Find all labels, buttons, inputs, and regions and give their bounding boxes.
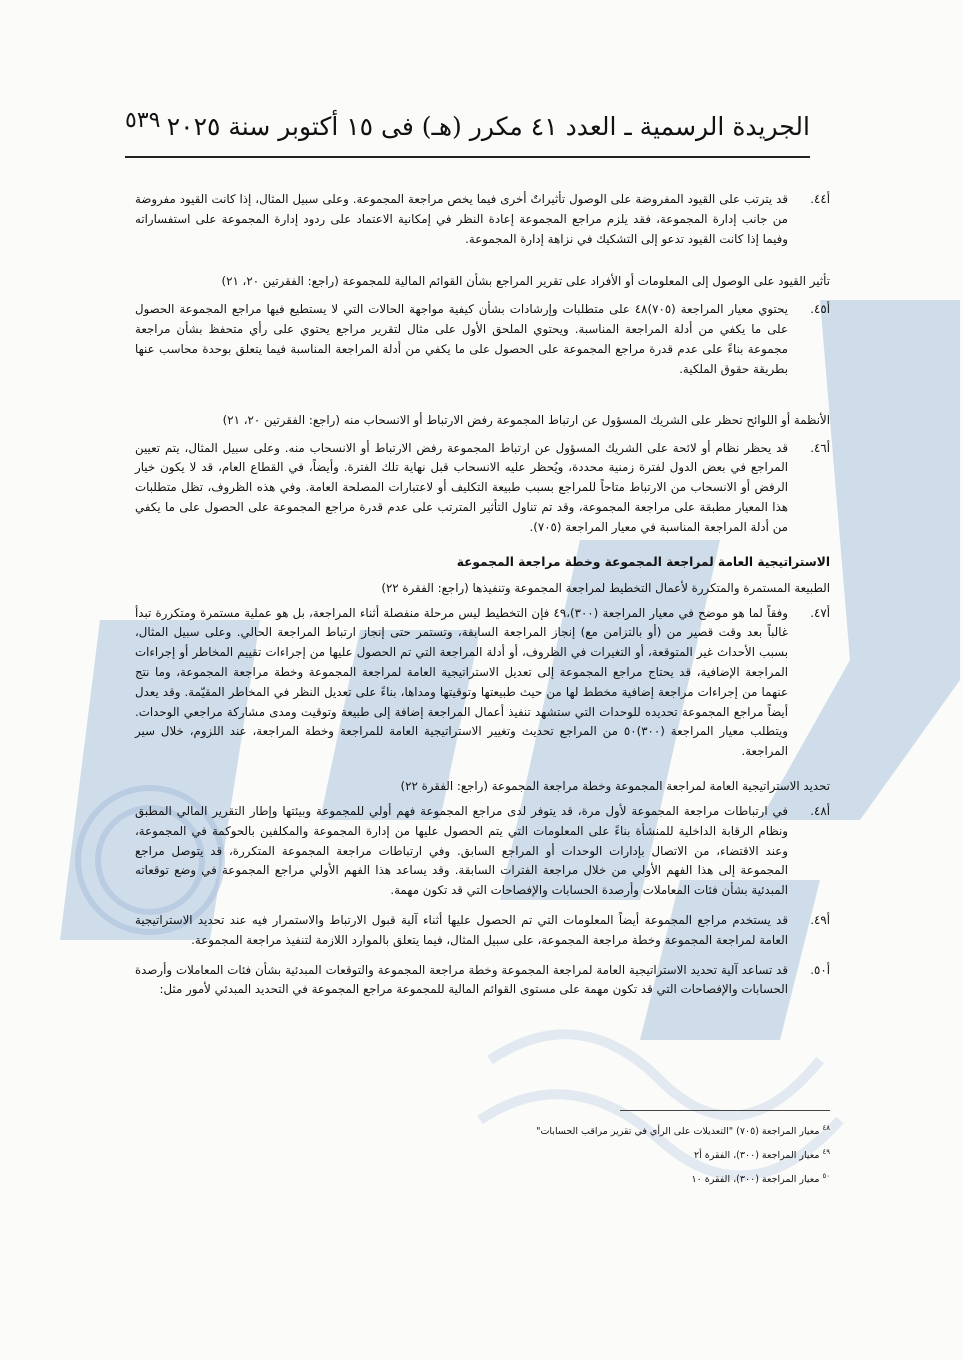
paragraph-text: قد تساعد آلية تحديد الاستراتيجية العامة لمراجعة المجموعة وخطة مراجعة المجموعة والتوقعات المبدئية بشأن فئات المعاملات وأرصدة الحسابات والإفصاحات التي قد تكون مهمة على مستوى القوائم المالية للمجموعة مراجع المجموعة في التحديد المبدئي لأمور مثل: bbox=[135, 962, 788, 997]
header-divider bbox=[125, 156, 810, 158]
paragraph-number: أ٤٨. bbox=[810, 803, 830, 818]
paragraph-text: وفقاً لما هو موضح في معيار المراجعة (٣٠٠)،٤٩ فإن التخطيط ليس مرحلة منفصلة أثناء المراجعة، بل هو عملية مستمرة ومتكررة تبدأ غالباً بعد وقت قصير من (أو بالتزامن مع) إنجاز المراجعة السابقة، وتستمر حتى إنجاز ارتباط المراجعة الحالي. وعلى سبيل المثال، بسبب الأحداث غير المتوقعة، أو التغيرات في الظروف، أو أدلة المراجعة التي تم الحصول عليها من إجراءات تقييم المخاطر أو إجراءات المراجعة الإضافية، قد يحتاج مراجع المجموعة إلى تعديل الاستراتيجية العامة لمراجعة المجموعة وخطة مراجعة المجموعة، وما نتج عنهما من إجراءات مراجعة إضافية مخطط لها من حيث طبيعتها وتوقيتها ومداها، بناءً على تعديل النظر في المخاطر المقيّمة. وقد يعدل أيضاً مراجع المجموعة تحديده للوحدات التي ستشهد تنفيذ أعمال المراجعة إضافة إلى طبيعة وتوقيت ومدى مشاركة مراجعي الوحدات. ويتطلب معيار المراجعة (٣٠٠)٥٠ من المراجع تحديث وتغيير الاستراتيجية العامة للمراجعة وخطة المراجعة، عند اللزوم، خلال سير المراجعة. bbox=[135, 605, 788, 759]
paragraph-number: أ٤٩. bbox=[810, 912, 830, 927]
gazette-title: الجريدة الرسمية ـ العدد ٤١ مكرر (هـ) فى ١٥ أكتوبر سنة ٢٠٢٥ bbox=[166, 112, 810, 141]
subheading: الأنظمة أو اللوائح تحظر على الشريك المسؤول عن ارتباط المجموعة رفض الارتباط أو الانسحاب منه (راجع: الفقرتين ٢٠، ٢١) bbox=[222, 412, 830, 427]
footnote-mark: ٤٨ bbox=[822, 1124, 830, 1132]
paragraph-number: أ٤٤. bbox=[810, 192, 830, 206]
paragraph-a45 bbox=[135, 300, 830, 379]
paragraph-text: قد يترتب على القيود المفروضة على الوصول تأثيراتٌ أخرى فيما يخص مراجعة المجموعة. وعلى سبيل المثال، إذا كانت القيود مفروضة من جانب إدارة المجموعة، فقد يلزم مراجع المجموعة إعادة النظر في إمكانية الاعتماد على ردود إدارة المجموعة على استفساراته وفيما إذا كانت القيود تدعو إلى التشكيك في نزاهة إدارة المجموعة. bbox=[135, 192, 788, 246]
paragraph-text: قد يستخدم مراجع المجموعة أيضاً المعلومات التي تم الحصول عليها أثناء آلية قبول الارتباط والاستمرار فيه عند تحديد الاستراتيجية العامة لمراجعة المجموعة وخطة مراجعة المجموعة، على سبيل المثال، فيما يتعلق بالموارد اللازمة لتنفيذ مراجعة المجموعة. bbox=[135, 912, 788, 947]
section-heading: الاستراتيجية العامة لمراجعة المجموعة وخطة مراجعة المجموعة bbox=[456, 554, 830, 569]
footnote-mark: ٤٩ bbox=[822, 1148, 830, 1157]
footnote bbox=[500, 1118, 830, 1142]
paragraph-text: في ارتباطات مراجعة المجموعة لأول مرة، قد يتوفر لدى مراجع المجموعة فهم أولي للمجموعة وبيئتها وإطار التقرير المالي المطبق ونظام الرقابة الداخلية للمنشأة بناءً على المعلومات التي يتم الحصول عليها من إدارة المجموعة والمكلفين بالحوكمة في المجموعة، وعند الاقتضاء، من الاتصال بإدارات الوحدات أو المراجع السابق. وفي ارتباطات مراجعة المجموعة المتكررة، قد يتوصل مراجع المجموعة إلى هذا الفهم الأولي من خلال مراجعة الفترات السابقة. وقد يساعد هذا الفهم الأولي مراجع المجموعة في وضع توقعاته المبدئية بشأن فئات المعاملات وأرصدة الحسابات والإفصاحات التي قد تكون مهمة. bbox=[135, 803, 788, 898]
paragraph-a44 bbox=[135, 190, 830, 249]
paragraph-a46 bbox=[135, 439, 830, 538]
footnote-divider bbox=[620, 1110, 830, 1111]
page-number: ٥٣٩ bbox=[125, 108, 161, 133]
paragraph-number: أ٤٧. bbox=[810, 605, 830, 620]
paragraph-a50 bbox=[135, 961, 830, 1001]
footnote-text: معيار المراجعة (٣٠٠)، الفقرة ١٠ bbox=[691, 1174, 820, 1186]
paragraph-number: أ٤٦. bbox=[810, 440, 830, 455]
paragraph-a48 bbox=[135, 802, 830, 901]
paragraph-a49 bbox=[135, 911, 830, 951]
body-content bbox=[135, 190, 830, 1000]
footnote bbox=[500, 1166, 830, 1190]
footnote-mark: ٥٠ bbox=[822, 1172, 830, 1181]
footnote bbox=[500, 1142, 830, 1166]
paragraph-text: يحتوي معيار المراجعة (٧٠٥)٤٨ على متطلبات وإرشادات بشأن كيفية مواجهة الحالات التي لا يستطيع فيها مراجع المجموعة الحصول على ما يكفي من أدلة المراجعة المناسبة. ويحتوي الملحق الأول على مثال لتقرير مراجع يحتوي على رأي متحفظ بشأن مراجعة مجموعة بناءً على عدم قدرة مراجع المجموعة على الحصول على ما يكفي من أدلة المراجعة المناسبة فيما يتعلق بوحدة محاسب عنها بطريقة حقوق الملكية. bbox=[135, 302, 788, 376]
footnotes bbox=[500, 1118, 830, 1190]
footnote-text: معيار المراجعة (٧٠٥) "التعديلات على الرأي في تقرير مراقب الحسابات" bbox=[536, 1126, 820, 1138]
paragraph-text: قد يحظر نظام أو لائحة على الشريك المسؤول عن ارتباط المجموعة رفض الارتباط أو الانسحاب منه. وعلى سبيل المثال، يتم تعيين المراجع في بعض الدول لفترة زمنية محددة، ويُحظر عليه الانسحاب قبل نهاية تلك الفترة. وأيضاً، في القطاع العام، قد لا يكون خيار الرفض أو الانسحاب من الارتباط متاحاً للمراجع بسبب طبيعة التكليف أو لاعتبارات المصلحة العامة. وفي هذه الظروف، تظل متطلبات هذا المعيار مطبقة على مراجعة المجموعة، وقد تم تناول التأثير المترتب على عدم قدرة مراجع المجموعة على الحصول على ما يكفي من أدلة المراجعة المناسبة في معيار المراجعة (٧٠٥). bbox=[135, 440, 788, 534]
subheading: تحديد الاستراتيجية العامة لمراجعة المجموعة وخطة مراجعة المجموعة (راجع: الفقرة ٢٢) bbox=[400, 778, 830, 793]
subheading: تأثير القيود على الوصول إلى المعلومات أو الأفراد على تقرير المراجع بشأن القوائم المالية للمجموعة (راجع: الفقرتين ٢٠، ٢١) bbox=[221, 274, 830, 289]
paragraph-a47 bbox=[135, 604, 830, 762]
paragraph-number: أ٥٠. bbox=[810, 962, 830, 977]
page-header bbox=[125, 104, 810, 156]
paragraph-number: أ٤٥. bbox=[810, 302, 830, 317]
subheading: الطبيعة المستمرة والمتكررة لأعمال التخطيط لمراجعة المجموعة وتنفيذها (راجع: الفقرة ٢٢) bbox=[381, 580, 830, 595]
footnote-text: معيار المراجعة (٣٠٠)، الفقرة أ٢ bbox=[693, 1150, 820, 1162]
